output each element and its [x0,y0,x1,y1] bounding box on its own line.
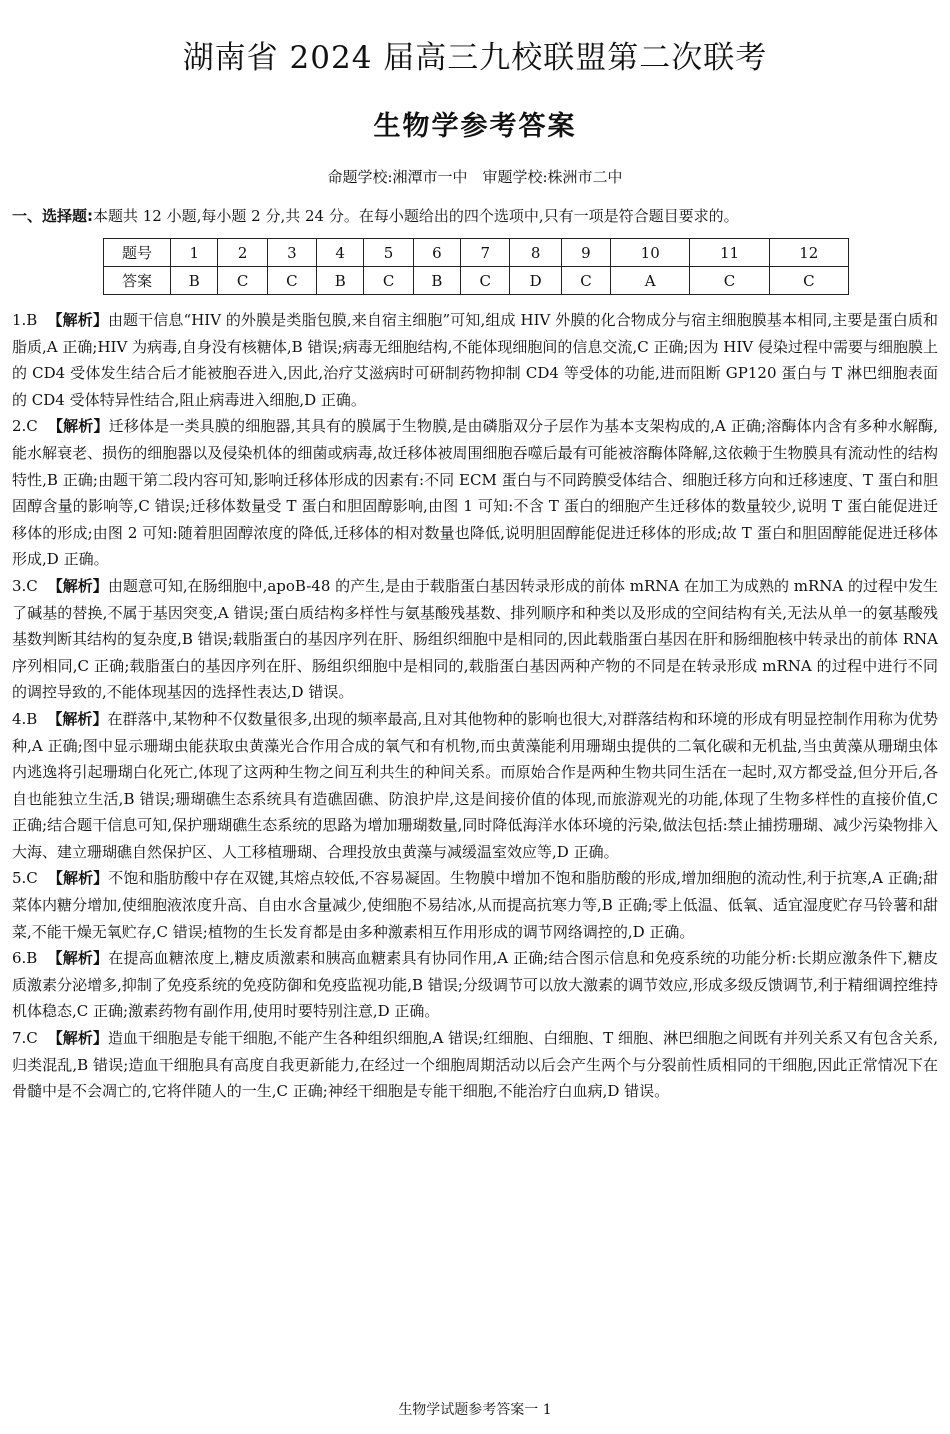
analysis-tag: 【解析】 [47,949,109,968]
item-number: 4.B [12,709,38,728]
row-label-answer: 答案 [104,267,171,295]
question-number-cell: 8 [510,239,561,267]
answer-cell: C [218,267,267,295]
item-text: 造血干细胞是专能干细胞,不能产生各种组织细胞,A 错误;红细胞、白细胞、T 细胞、淋巴细胞之间既有并列关系又有包含关系,归类混乱,B 错误;造血干细胞具有高度自我更新能力,在经过一个细胞周期活动以后会产生两个与分裂前性质相同的干细胞,因此正常情况下在骨髓中是不会凋亡的,它将伴随人的一生,C 正确;神经干细胞是专能干细胞,不能治疗白血病,D 错误。 [12,1029,938,1101]
explanation-item [12,945,938,1025]
question-number-cell: 12 [769,239,848,267]
answer-cell: C [561,267,610,295]
explanation-item [12,706,938,866]
item-text: 迁移体是一类具膜的细胞器,其具有的膜属于生物膜,是由磷脂双分子层作为基本支架构成的,A 正确;溶酶体内含有多种水解酶,能水解衰老、损伤的细胞器以及侵染机体的细菌或病毒,故迁移体被周围细胞吞噬后最有可能被溶酶体降解,这依赖于生物膜具有流动性的结构特性,B 正确;由题干第二段内容可知,影响迁移体形成的因素有:不同 ECM 蛋白与不同跨膜受体结合、细胞迁移方向和迁移速度、T 蛋白和胆固醇含量的影响等,C 错误;迁移体数量受 T 蛋白和胆固醇影响,由图 1 可知:不含 T 蛋白的细胞产生迁移体的数量较少,说明 T 蛋白能促进迁移体的形成;由图 2 可知:随着胆固醇浓度的降低,迁移体的相对数量也降低,说明胆固醇能促进迁移体的形成;故 T 蛋白和胆固醇能促进迁移体形成,D 正确。 [12,417,938,569]
explanations [12,307,938,1105]
answer-cell: A [611,267,690,295]
item-number: 1.B [12,311,38,329]
document-subtitle: 生物学参考答案 [373,111,577,142]
explanation-item [12,573,938,706]
question-number-cell: 11 [690,239,769,267]
school-credits: 命题学校:湘潭市一中 审题学校:株洲市二中 [327,168,623,186]
analysis-tag: 【解析】 [47,311,108,329]
item-text: 由题意可知,在肠细胞中,apoB-48 的产生,是由于载脂蛋白基因转录形成的前体 mRNA 在加工为成熟的 mRNA 的过程中发生了碱基的替换,不属于基因突变,A 错误;蛋白质结构多样性与氨基酸残基数、排列顺序和种类以及形成的空间结构有关,无法从单一的氨基酸残基数判断其结构的复杂度,B 错误;载脂蛋白的基因序列在肝、肠组织细胞中是相同的,因此载脂蛋白基因在肝和肠细胞核中转录出的前体 RNA 序列相同,C 正确;载脂蛋白的基因序列在肝、肠组织细胞中是相同的,载脂蛋白基因两种产物的不同是在转录形成 mRNA 的过程中进行不同的调控导致的,不能体现基因的选择性表达,D 错误。 [12,576,938,702]
question-number-cell: 7 [461,239,510,267]
analysis-tag: 【解析】 [47,1029,108,1048]
item-number: 6.B [12,949,38,968]
answer-cell: C [364,267,413,295]
answer-cell: C [769,267,848,295]
answer-table [103,238,849,295]
answer-cell: C [267,267,316,295]
question-number-cell: 5 [364,239,413,267]
item-number: 3.C [12,576,38,595]
explanation-item [12,413,938,573]
explanation-item [12,1025,938,1105]
page-footer: 生物学试题参考答案一 1 [398,1402,552,1418]
answer-cell: C [690,267,769,295]
question-number-cell: 3 [267,239,316,267]
question-number-cell: 4 [316,239,363,267]
item-text: 不饱和脂肪酸中存在双键,其熔点较低,不容易凝固。生物膜中增加不饱和脂肪酸的形成,增加细胞的流动性,利于抗寒,A 正确;甜菜体内糖分增加,使细胞液浓度升高、自由水含量减少,使细胞不易结冰,从而提高抗寒力等,B 正确;零上低温、低氧、适宜湿度贮存马铃薯和甜菜,不能干燥无氧贮存,C 错误;植物的生长发育都是由多种激素相互作用形成的调节网络调控的,D 正确。 [12,869,938,941]
answer-cell: B [171,267,218,295]
question-number-cell: 10 [611,239,690,267]
answer-cell: B [316,267,363,295]
question-number-cell: 9 [561,239,610,267]
item-number: 5.C [12,869,38,888]
question-number-row [104,239,849,267]
row-label-question-number: 题号 [104,239,171,267]
explanation-item [12,865,938,945]
section-instructions: 本题共 12 小题,每小题 2 分,共 24 分。在每小题给出的四个选项中,只有一项是符合题目要求的。 [93,207,739,225]
section-heading [12,205,942,226]
answer-cell: D [510,267,561,295]
answer-cell: B [413,267,460,295]
section-label: 一、选择题: [12,207,93,225]
answer-cell: C [461,267,510,295]
item-text: 由题干信息“HIV 的外膜是类脂包膜,来自宿主细胞”可知,组成 HIV 外膜的化合物成分与宿主细胞膜基本相同,主要是蛋白质和脂质,A 正确;HIV 为病毒,自身没有核糖体,B 错误;病毒无细胞结构,不能体现细胞间的信息交流,C 正确;因为 HIV 侵染过程中需要与细胞膜上的 CD4 受体发生结合后才能被胞吞进入,因此,治疗艾滋病时可研制药物抑制 CD4 等受体的功能,进而阻断 GP120 蛋白与 T 淋巴细胞表面的 CD4 受体特异性结合,阻止病毒进入细胞,D 正确。 [12,311,938,409]
answer-row [104,267,849,295]
item-text: 在群落中,某物种不仅数量很多,出现的频率最高,且对其他物种的影响也很大,对群落结构和环境的形成有明显控制作用称为优势种,A 正确;图中显示珊瑚虫能获取虫黄藻光合作用合成的氧气和有机物,而虫黄藻能利用珊瑚虫提供的二氧化碳和无机盐,当虫黄藻从珊瑚虫体内逃逸将引起珊瑚白化死亡,体现了这两种生物之间互利共生的种间关系。而原始合作是两种生物共同生活在一起时,双方都受益,但分开后,各自也能独立生活,B 错误;珊瑚礁生态系统具有造礁固礁、防浪护岸,这是间接价值的体现,而旅游观光的功能,体现了生物多样性的直接价值,C 正确;结合题干信息可知,保护珊瑚礁生态系统的思路为增加珊瑚数量,同时降低海洋水体环境的污染,做法包括:禁止捕捞珊瑚、减少污染物排入大海、建立珊瑚礁自然保护区、人工移植珊瑚、合理投放虫黄藻与减缓温室效应等,D 正确。 [12,709,938,861]
question-number-cell: 6 [413,239,460,267]
question-number-cell: 2 [218,239,267,267]
item-number: 7.C [12,1029,38,1048]
analysis-tag: 【解析】 [47,417,109,436]
item-number: 2.C [12,417,38,436]
exam-title: 湖南省 2024 届高三九校联盟第二次联考 [182,40,768,76]
item-text: 在提高血糖浓度上,糖皮质激素和胰高血糖素具有协同作用,A 正确;结合图示信息和免疫系统的功能分析:长期应激条件下,糖皮质激素分泌增多,抑制了免疫系统的免疫防御和免疫监视功能,B 错误;分级调节可以放大激素的调节效应,形成多级反馈调节,利于精细调控维持机体稳态,C 正确;激素药物有副作用,使用时要特别注意,D 正确。 [12,949,938,1021]
explanation-item [12,307,938,413]
analysis-tag: 【解析】 [47,869,109,888]
analysis-tag: 【解析】 [47,709,108,728]
analysis-tag: 【解析】 [47,576,108,595]
question-number-cell: 1 [171,239,218,267]
